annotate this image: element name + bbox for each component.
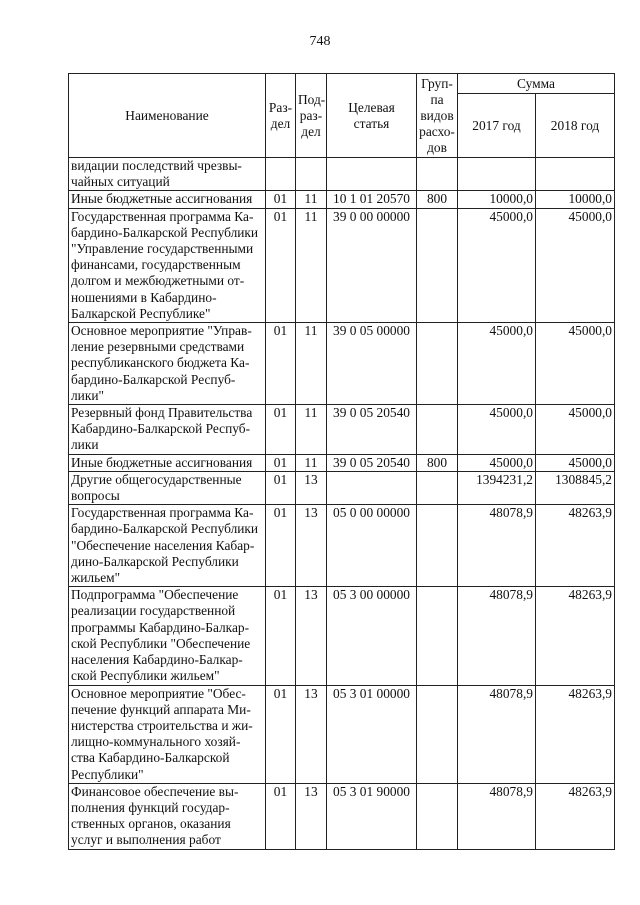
header-year-2017: 2017 год [458, 94, 536, 158]
row-sum-2017-cell [458, 685, 536, 783]
row-gruppa-cell-text: 800 [426, 191, 448, 207]
row-sum-2017-cell [458, 505, 536, 587]
row-razdel-cell [266, 191, 296, 208]
header-podrazdel-text: Под- раз- дел [298, 91, 326, 139]
table-header [69, 74, 615, 158]
row-celevaya-cell [327, 685, 417, 783]
row-sum-2018-cell [536, 323, 615, 405]
row-sum-2017-cell [458, 454, 536, 471]
header-gruppa [417, 74, 458, 158]
row-sum-2018-cell [536, 191, 615, 208]
row-podrazdel-cell-text: 11 [304, 208, 318, 224]
header-razdel-text: Раз- дел [268, 99, 293, 131]
row-sum-2018-cell [536, 471, 615, 504]
table-row [69, 208, 615, 322]
row-sum-2017-cell [458, 405, 536, 455]
row-sum-2018-cell-text: 1308845,2 [555, 471, 613, 487]
row-razdel-cell [266, 587, 296, 685]
row-name-cell-text: Иные бюджетные ассигнования [71, 191, 253, 207]
row-celevaya-cell-text: 10 1 01 20570 [333, 191, 410, 207]
row-name-cell-text: Другие общегосударственные вопросы [71, 471, 242, 504]
table-row [69, 454, 615, 471]
row-sum-2017-cell-text: 45000,0 [489, 208, 533, 224]
row-podrazdel-cell [296, 783, 327, 849]
row-razdel-cell-text: 01 [273, 783, 288, 799]
row-celevaya-cell-text: 05 3 00 00000 [333, 587, 410, 603]
row-gruppa-cell [417, 685, 458, 783]
row-name-cell-text: Резервный фонд Правительства Кабардино-Балкарской Респуб- лики [71, 405, 253, 453]
row-sum-2018-cell-text: 45000,0 [568, 454, 613, 470]
table-row [69, 783, 615, 849]
header-name: Наименование [69, 74, 266, 158]
row-sum-2018-cell [536, 685, 615, 783]
row-razdel-cell-text: 01 [273, 685, 288, 701]
row-name-cell-text: видации последствий чрезвы- чайных ситуаций [71, 158, 242, 190]
row-podrazdel-cell-text: 13 [304, 783, 318, 799]
table-row [69, 158, 615, 191]
row-name-cell [69, 471, 266, 504]
row-podrazdel-cell [296, 405, 327, 455]
row-sum-2018-cell-text: 10000,0 [568, 191, 613, 207]
row-name-cell-text: Иные бюджетные ассигнования [71, 454, 253, 470]
table-row [69, 191, 615, 208]
row-name-cell [69, 158, 266, 191]
header-celevaya [327, 74, 417, 158]
row-name-cell [69, 783, 266, 849]
row-name-cell-text: Подпрограмма "Обеспечение реализации государственной программы Кабардино-Балкар- ской Республики "Обеспечение населения Кабардино-Балкар- ской Республики жильем" [71, 587, 251, 684]
row-gruppa-cell [417, 208, 458, 322]
row-gruppa-cell-text: 800 [426, 454, 448, 470]
row-celevaya-cell-text: 05 3 01 00000 [333, 685, 410, 701]
row-razdel-cell-text: 01 [273, 587, 288, 603]
row-podrazdel-cell [296, 454, 327, 471]
row-sum-2017-cell-text: 48078,9 [489, 587, 533, 603]
row-name-cell [69, 454, 266, 471]
row-sum-2018-cell-text: 48263,9 [568, 587, 613, 603]
row-sum-2017-cell [458, 471, 536, 504]
table-row [69, 405, 615, 455]
row-celevaya-cell-text: 05 3 01 90000 [333, 783, 410, 799]
row-celevaya-cell [327, 505, 417, 587]
row-podrazdel-cell [296, 685, 327, 783]
row-gruppa-cell [417, 587, 458, 685]
row-podrazdel-cell [296, 191, 327, 208]
row-razdel-cell-text: 01 [273, 191, 288, 207]
row-sum-2018-cell [536, 783, 615, 849]
row-gruppa-cell [417, 191, 458, 208]
row-podrazdel-cell-text: 13 [304, 685, 318, 701]
row-celevaya-cell [327, 587, 417, 685]
row-sum-2017-cell [458, 158, 536, 191]
row-sum-2017-cell [458, 323, 536, 405]
row-sum-2017-cell-text: 1394231,2 [476, 471, 533, 487]
row-celevaya-cell [327, 454, 417, 471]
row-celevaya-cell-text: 39 0 05 20540 [333, 454, 410, 470]
page-number: 748 [309, 34, 331, 49]
row-name-cell-text: Финансовое обеспечение вы- полнения функций государ- ственных органов, оказания услуг и выполнения работ [71, 783, 239, 848]
table-row [69, 323, 615, 405]
row-sum-2018-cell-text: 48263,9 [568, 685, 613, 701]
row-podrazdel-cell [296, 471, 327, 504]
table-row [69, 505, 615, 587]
table-row [69, 587, 615, 685]
row-name-cell [69, 587, 266, 685]
row-podrazdel-cell-text: 11 [304, 323, 318, 339]
row-sum-2018-cell-text: 48263,9 [568, 783, 613, 799]
row-podrazdel-cell [296, 158, 327, 191]
row-razdel-cell-text: 01 [273, 405, 288, 421]
row-name-cell [69, 323, 266, 405]
row-sum-2017-cell [458, 783, 536, 849]
row-gruppa-cell [417, 783, 458, 849]
row-sum-2018-cell [536, 208, 615, 322]
row-podrazdel-cell-text: 13 [304, 471, 318, 487]
header-summa: Сумма [458, 74, 615, 94]
row-name-cell [69, 191, 266, 208]
row-razdel-cell [266, 208, 296, 322]
header-razdel [266, 74, 296, 158]
row-podrazdel-cell [296, 587, 327, 685]
row-sum-2017-cell-text: 48078,9 [489, 505, 533, 521]
table-row [69, 685, 615, 783]
row-razdel-cell [266, 323, 296, 405]
row-sum-2018-cell-text: 45000,0 [568, 323, 613, 339]
row-sum-2018-cell-text: 45000,0 [568, 405, 613, 421]
row-razdel-cell [266, 471, 296, 504]
row-podrazdel-cell-text: 11 [304, 405, 318, 421]
row-name-cell-text: Основное мероприятие "Обес- печение функций аппарата Ми- нистерства строительства и жи- лищно-коммунального хозяй- ства Кабардино-Балкарской Республики" [71, 685, 253, 782]
row-gruppa-cell [417, 471, 458, 504]
row-celevaya-cell-text: 39 0 05 00000 [333, 323, 410, 339]
row-razdel-cell [266, 405, 296, 455]
row-podrazdel-cell [296, 323, 327, 405]
row-celevaya-cell [327, 191, 417, 208]
row-name-cell [69, 685, 266, 783]
row-sum-2018-cell [536, 158, 615, 191]
row-sum-2018-cell [536, 587, 615, 685]
header-year-2018: 2018 год [536, 94, 615, 158]
row-gruppa-cell [417, 405, 458, 455]
row-sum-2018-cell [536, 454, 615, 471]
header-celevaya-text: Целевая статья [348, 99, 395, 131]
row-gruppa-cell [417, 454, 458, 471]
row-razdel-cell-text: 01 [273, 505, 288, 521]
row-name-cell-text: Государственная программа Ка- бардино-Балкарской Республики "Управление государственными финансами, государственным долгом и межбюджетными от- ношениями в Кабардино- Балкарской Республике" [71, 208, 259, 321]
row-razdel-cell [266, 685, 296, 783]
table-row [69, 471, 615, 504]
row-podrazdel-cell [296, 208, 327, 322]
row-name-cell [69, 405, 266, 455]
header-podrazdel [296, 74, 327, 158]
row-razdel-cell-text: 01 [273, 208, 288, 224]
row-sum-2017-cell-text: 45000,0 [489, 454, 533, 470]
row-razdel-cell [266, 158, 296, 191]
row-podrazdel-cell-text: 13 [304, 587, 318, 603]
row-celevaya-cell [327, 471, 417, 504]
row-celevaya-cell [327, 208, 417, 322]
row-sum-2017-cell-text: 48078,9 [489, 783, 533, 799]
row-sum-2018-cell-text: 45000,0 [568, 208, 613, 224]
row-name-cell [69, 208, 266, 322]
header-gruppa-text: Груп- па видов расхо- дов [419, 75, 455, 155]
row-name-cell-text: Основное мероприятие "Управ- ление резервными средствами республиканского бюджета Ка- бардино-Балкарской Респуб- лики" [71, 323, 252, 403]
row-sum-2017-cell-text: 10000,0 [489, 191, 533, 207]
row-celevaya-cell-text: 39 0 00 00000 [333, 208, 410, 224]
row-celevaya-cell [327, 158, 417, 191]
row-name-cell-text: Государственная программа Ка- бардино-Балкарской Республики "Обеспечение населения Кабар- дино-Балкарской Республики жильем" [71, 505, 259, 586]
row-gruppa-cell [417, 158, 458, 191]
row-podrazdel-cell-text: 11 [304, 191, 318, 207]
row-razdel-cell-text: 01 [273, 454, 288, 470]
row-sum-2017-cell-text: 45000,0 [489, 405, 533, 421]
row-gruppa-cell [417, 323, 458, 405]
row-sum-2018-cell-text: 48263,9 [568, 505, 613, 521]
row-name-cell [69, 505, 266, 587]
row-sum-2017-cell [458, 191, 536, 208]
row-razdel-cell [266, 505, 296, 587]
row-celevaya-cell [327, 783, 417, 849]
budget-table [68, 73, 615, 850]
row-razdel-cell-text: 01 [273, 471, 288, 487]
row-sum-2017-cell-text: 45000,0 [489, 323, 533, 339]
row-celevaya-cell-text: 05 0 00 00000 [333, 505, 410, 521]
table-body [69, 158, 615, 850]
row-sum-2017-cell [458, 208, 536, 322]
row-sum-2018-cell [536, 505, 615, 587]
row-razdel-cell [266, 783, 296, 849]
row-celevaya-cell [327, 405, 417, 455]
row-sum-2017-cell [458, 587, 536, 685]
row-gruppa-cell [417, 505, 458, 587]
row-podrazdel-cell-text: 11 [304, 454, 318, 470]
row-celevaya-cell-text: 39 0 05 20540 [333, 405, 410, 421]
row-celevaya-cell [327, 323, 417, 405]
row-razdel-cell [266, 454, 296, 471]
row-sum-2017-cell-text: 48078,9 [489, 685, 533, 701]
row-podrazdel-cell [296, 505, 327, 587]
row-podrazdel-cell-text: 13 [304, 505, 318, 521]
row-razdel-cell-text: 01 [273, 323, 288, 339]
row-sum-2018-cell [536, 405, 615, 455]
